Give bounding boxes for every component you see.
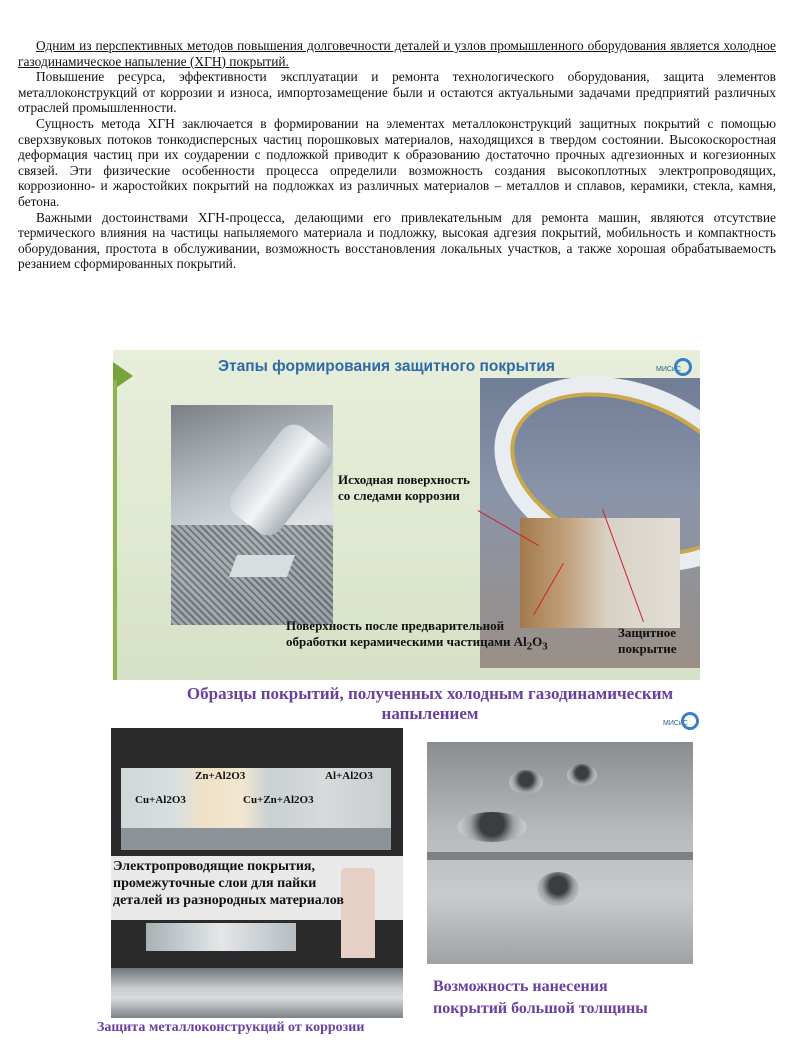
label-pretreated-sub1: 2 — [526, 640, 533, 653]
label-al-al2o3: Al+Al2O3 — [325, 770, 373, 782]
photo-spray-nozzle — [171, 405, 333, 625]
slide-accent-bar — [113, 380, 117, 680]
label-cu-al2o3: Cu+Al2O3 — [135, 794, 186, 806]
paragraph-intro: Одним из перспективных методов повышения долговечности деталей и узлов промышленного оборудования является холодное газодинамическое напыление (ХГН) покрытий. — [18, 38, 776, 69]
logo-ring-icon-2 — [681, 712, 699, 730]
paragraph-relevance: Повышение ресурса, эффективности эксплуатации и ремонта технологического оборудования, защита элементов металлоконструкций от коррозии и износа, импортозамещение были и остаются актуальными задачами предприятий различных отраслей промышленности. — [18, 69, 776, 116]
label-protective-coating: Защитное покрытие — [618, 625, 677, 656]
label-zn-al2o3: Zn+Al2O3 — [195, 770, 246, 782]
logo-ring-icon — [674, 358, 692, 376]
slide-coating-stages — [113, 350, 700, 680]
misis-logo-2 — [665, 712, 695, 736]
caption-conductive: Электропроводящие покрытия, промежуточные слои для пайки деталей из разнородных материалов — [113, 859, 344, 908]
label-initial-surface: Исходная поверхность со следами коррозии — [338, 472, 470, 503]
label-pretreated-surface — [286, 618, 548, 655]
logo-text-2: МИСиС — [663, 720, 688, 727]
label-cu-zn-al2o3: Cu+Zn+Al2O3 — [243, 794, 314, 806]
coating-bump-1 — [509, 770, 543, 794]
slide2-title: Образцы покрытий, полученных холодным газодинамическим напылением — [186, 684, 674, 723]
label-pretreated-prefix: обработки керамическими частицами Al — [286, 634, 527, 649]
article-body — [18, 38, 776, 272]
sample-tab — [341, 868, 375, 958]
paragraph-advantages: Важными достоинствами ХГН-процесса, делающими его привлекательным для ремонта машин, являются отсутствие термического влияния на частицы напыляемого материала и подложку, высокая адгезия покрытий, мобильность и компактность оборудования, простота в обслуживании, возможность восстановления локальных участков, а также хорошая обрабатываемость резанием сформированных покрытий. — [18, 209, 776, 272]
caption-corrosion-protection: Защита металлоконструкций от коррозии — [97, 1020, 365, 1035]
plate-edge — [427, 852, 693, 860]
caption-thick-coating: Возможность нанесения покрытий большой толщины — [433, 978, 648, 1017]
coating-bump-4 — [537, 872, 579, 906]
coated-plate — [520, 518, 680, 628]
corroded-angle — [111, 968, 403, 1018]
coating-bump-3 — [457, 812, 527, 842]
label-pretreated-line2 — [286, 634, 548, 655]
sample-part — [229, 555, 295, 577]
slide-title: Этапы формирования защитного покрытия — [218, 358, 555, 375]
label-pretreated-mid: O — [532, 634, 543, 649]
coating-bump-2 — [567, 764, 597, 786]
photo-coated-bars — [111, 728, 403, 1018]
label-pretreated-sub2: 3 — [542, 640, 548, 653]
sample-bar-bottom — [146, 923, 296, 951]
nozzle — [223, 418, 338, 542]
logo-text: МИСиС — [656, 366, 681, 373]
paragraph-essence: Сущность метода ХГН заключается в формировании на элементах металлоконструкций защитных покрытий с помощью сверхзвуковых потоков тонкодисперсных частиц порошковых материалов, находящихся в твердом состоянии. Высокоскоростная деформация частиц при их соударении с подложкой приводит к образованию достаточно прочных адгезионных и когезионных связей. Эти физические особенности процесса определили возможность создания высокоплотных электропроводящих, коррозионно- и жаростойких покрытий на подложках из различных материалов – металлов и сплавов, керамики, стекла, камня, бетона. — [18, 115, 776, 209]
sample-bar-side — [121, 828, 391, 850]
photo-thick-coating — [427, 742, 693, 964]
label-pretreated-line1: Поверхность после предварительной — [286, 618, 505, 633]
